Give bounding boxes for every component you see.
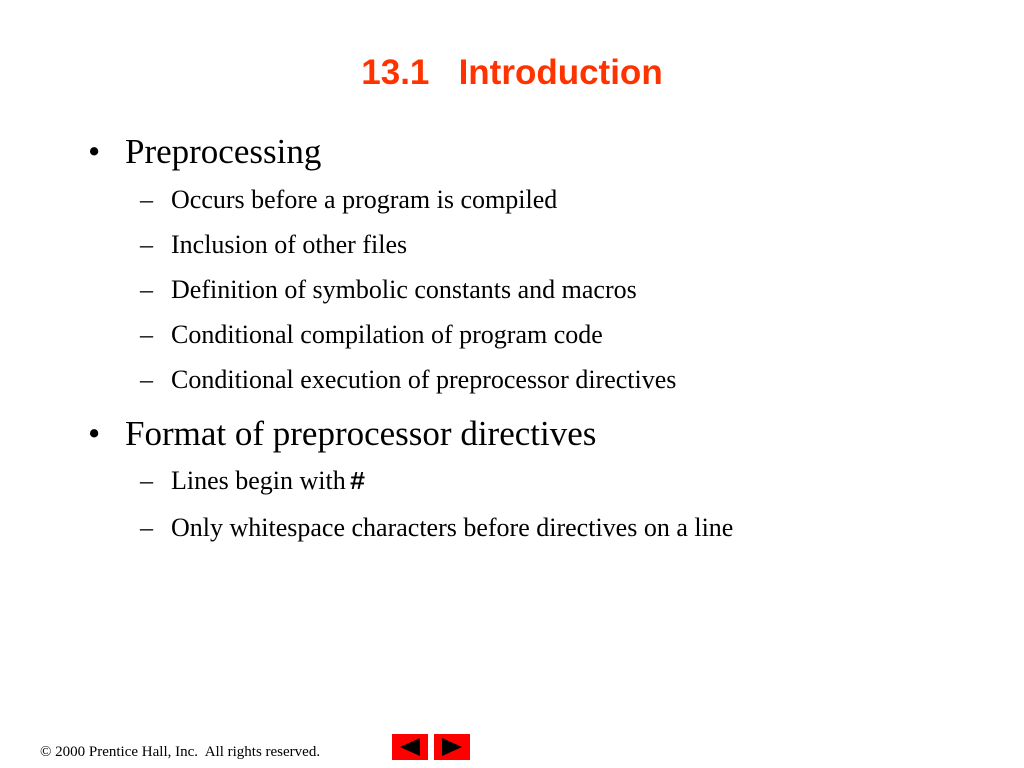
sub-bullet-inclusion [140,229,407,261]
sub-bullet-text: Occurs before a program is compiled [171,185,558,214]
bullet-text: Preprocessing [125,132,322,171]
sub-bullet-text: Conditional compilation of program code [171,320,603,349]
copyright-footer: © 2000 Prentice Hall, Inc. All rights reserved. [40,744,321,760]
sub-bullet-text: Only whitespace characters before directives on a line [171,513,734,542]
sub-bullet-lines-begin [140,465,365,498]
triangle-right-icon [434,734,470,760]
dash-marker: – [140,185,153,214]
sub-bullet-conditional-compilation [140,319,603,351]
sub-bullet-conditional-execution [140,364,676,396]
dash-marker: – [140,275,153,304]
bullet-marker: • [88,414,101,453]
slide-title: 13.1 Introduction [361,53,663,92]
sub-bullet-text: Definition of symbolic constants and macros [171,275,637,304]
bullet-format [88,414,596,454]
sub-bullet-text: Lines begin with [171,466,346,495]
bullet-preprocessing [88,132,321,172]
sub-bullet-whitespace [140,512,733,544]
next-slide-button[interactable] [434,734,470,760]
dash-marker: – [140,365,153,394]
sub-bullet-text: Inclusion of other files [171,230,408,259]
sub-bullet-definition [140,274,637,306]
sub-bullet-text: Conditional execution of preprocessor directives [171,365,677,394]
bullet-marker: • [88,132,101,171]
sub-bullet-occurs-before [140,184,557,216]
dash-marker: – [140,230,153,259]
hash-symbol: # [349,467,366,497]
dash-marker: – [140,466,153,495]
dash-marker: – [140,513,153,542]
triangle-left-icon [392,734,428,760]
dash-marker: – [140,320,153,349]
bullet-text: Format of preprocessor directives [125,414,597,453]
previous-slide-button[interactable] [392,734,428,760]
